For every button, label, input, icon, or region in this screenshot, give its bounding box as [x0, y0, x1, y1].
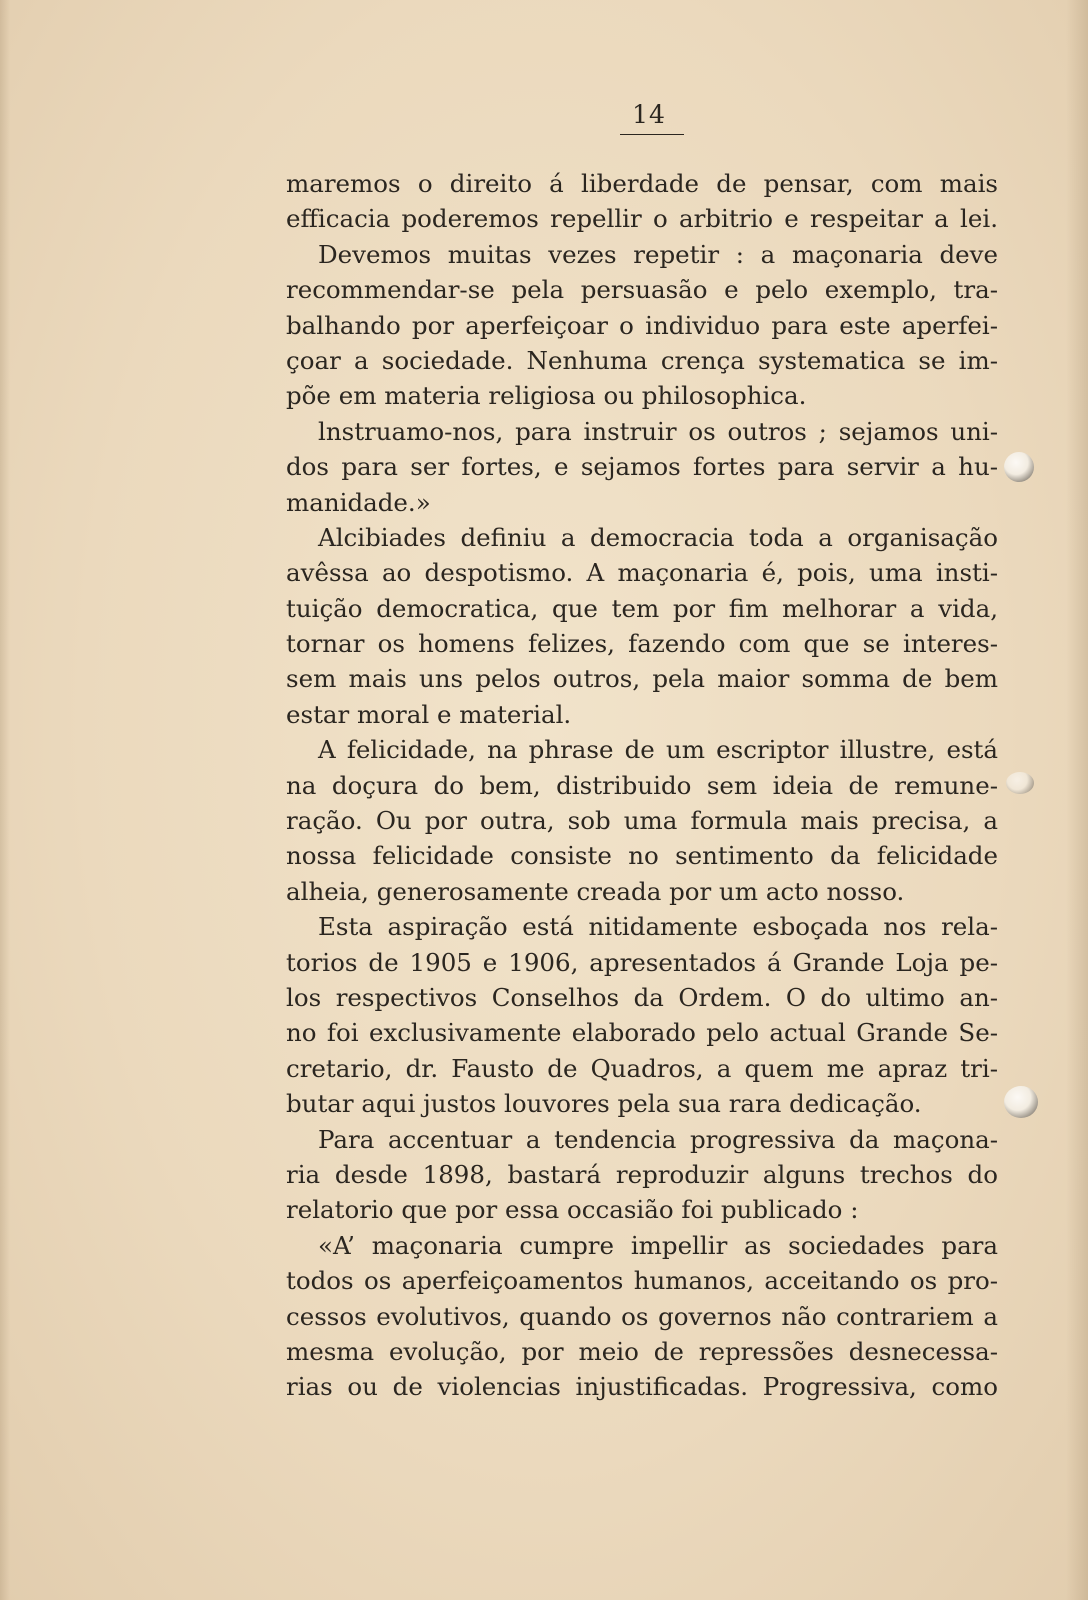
text-line: manidade.»	[286, 487, 431, 517]
paper-stain	[1004, 1086, 1038, 1118]
text-line: na doçura do bem, distribuido sem ideia de remune-	[286, 770, 998, 800]
text-line: butar aqui justos louvores pela sua rara dedicação.	[286, 1089, 922, 1119]
text-line: çoar a sociedade. Nenhuma crença systematica se im-	[286, 345, 998, 375]
text-line: todos os aperfeiçoamentos humanos, acceitando os pro-	[286, 1266, 998, 1296]
text-line: Esta aspiração está nitidamente esboçada nos rela-	[318, 912, 998, 942]
text-line: torios de 1905 e 1906, apresentados á Grande Loja pe-	[286, 947, 998, 977]
text-line: «A’ maçonaria cumpre impellir as sociedades para	[318, 1230, 998, 1260]
text-line: sem mais uns pelos outros, pela maior somma de bem	[286, 664, 998, 694]
text-line: alheia, generosamente creada por um acto nosso.	[286, 876, 905, 906]
text-line: tuição democratica, que tem por fim melhorar a vida,	[286, 593, 998, 623]
text-line: cretario, dr. Fausto de Quadros, a quem me apraz tri-	[286, 1053, 998, 1083]
text-line: nossa felicidade consiste no sentimento da felicidade	[286, 841, 998, 871]
text-line: relatorio que por essa occasião foi publicado :	[286, 1195, 859, 1225]
paper-stain	[1004, 452, 1034, 482]
text-line: balhando por aperfeiçoar o individuo para este aperfei-	[286, 310, 998, 340]
text-line: lnstruamo-nos, para instruir os outros ; sejamos uni-	[318, 416, 998, 446]
text-line: avêssa ao despotismo. A maçonaria é, pois, uma insti-	[286, 558, 998, 588]
text-line: estar moral e material.	[286, 699, 572, 729]
text-line: tornar os homens felizes, fazendo com que se interes-	[286, 629, 998, 659]
page-number: 14	[632, 100, 666, 129]
text-line: cessos evolutivos, quando os governos não contrariem a	[286, 1301, 998, 1331]
paper-stain	[1006, 772, 1034, 794]
text-line: rias ou de violencias injustificadas. Progressiva, como	[286, 1372, 998, 1402]
text-line: no foi exclusivamente elaborado pelo actual Grande Se-	[286, 1018, 998, 1048]
text-line: Devemos muitas vezes repetir : a maçonaria deve	[318, 239, 998, 269]
text-line: ria desde 1898, bastará reproduzir alguns trechos do	[286, 1159, 998, 1189]
text-line: ração. Ou por outra, sob uma formula mais precisa, a	[286, 806, 998, 836]
text-line: maremos o direito á liberdade de pensar, com mais	[286, 169, 998, 198]
text-line: efficacia poderemos repellir o arbitrio e respeitar a lei.	[286, 204, 998, 234]
page-left-edge-shadow	[0, 0, 10, 1600]
text-line: los respectivos Conselhos da Ordem. O do ultimo an-	[286, 982, 998, 1012]
text-line: Para accentuar a tendencia progressiva da maçona-	[318, 1124, 998, 1154]
body-text	[286, 166, 998, 1405]
text-line: A felicidade, na phrase de um escriptor illustre, está	[318, 735, 998, 765]
page-number-rule	[620, 134, 684, 135]
text-line: dos para ser fortes, e sejamos fortes para servir a hu-	[286, 452, 998, 482]
text-line: mesma evolução, por meio de repressões desnecessa-	[286, 1336, 998, 1366]
text-line: põe em materia religiosa ou philosophica.	[286, 381, 807, 411]
page-right-edge-shadow	[1066, 0, 1088, 1600]
text-line: recommendar-se pela persuasão e pelo exemplo, tra-	[286, 275, 998, 305]
text-line: Alcibiades definiu a democracia toda a organisação	[318, 522, 998, 552]
